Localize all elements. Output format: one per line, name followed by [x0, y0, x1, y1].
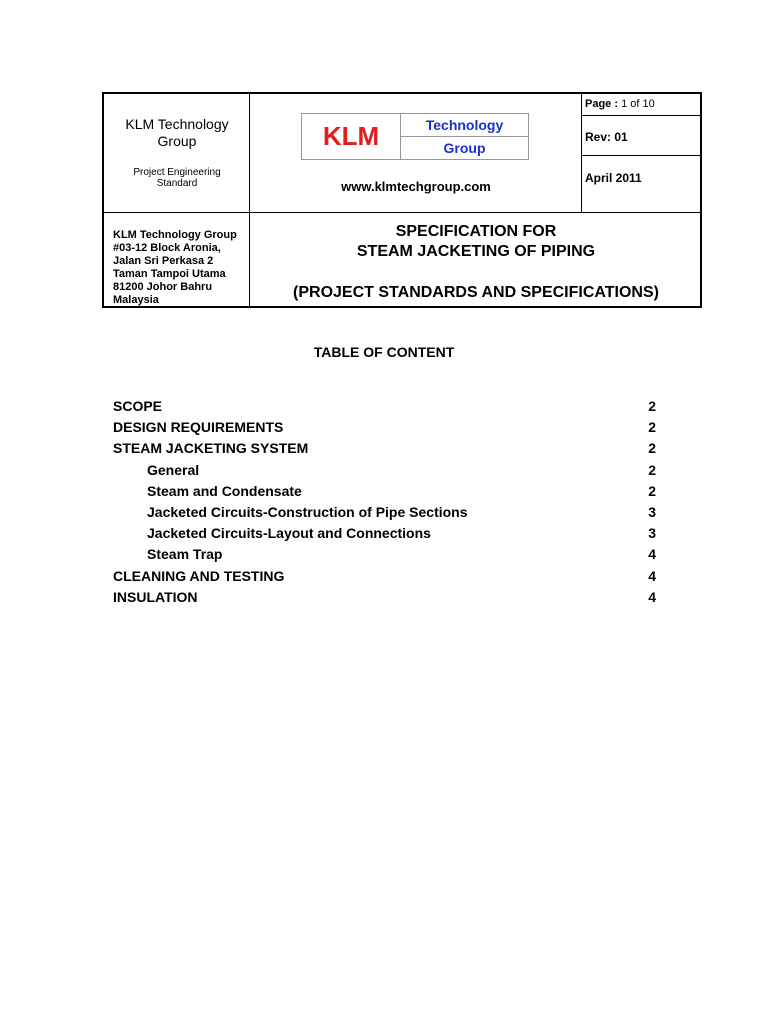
- toc-subitem[interactable]: [0, 462, 768, 483]
- toc-item-title: General: [147, 461, 200, 478]
- toc-subitem[interactable]: [0, 483, 768, 504]
- toc-item-title: STEAM JACKETING SYSTEM: [113, 440, 309, 457]
- issue-date: April 2011: [585, 171, 642, 185]
- logo-line-technology: Technology: [401, 114, 528, 137]
- page-number: Page : 1 of 10: [585, 98, 655, 110]
- toc-item-page: 2: [648, 440, 656, 457]
- toc-item-page: 2: [648, 398, 656, 414]
- logo-line-group: Group: [443, 140, 486, 156]
- toc-item-title: Jacketed Circuits-Construction of Pipe Sections: [147, 503, 468, 520]
- toc-item-page: 4: [648, 567, 656, 584]
- toc-item-page: 4: [648, 546, 656, 563]
- toc-item-title: INSULATION: [113, 588, 198, 605]
- toc-item-page: 2: [648, 419, 656, 436]
- company-name: KLM Technology Group: [125, 116, 229, 149]
- header-divider-horizontal: [104, 212, 700, 213]
- standard-type: Project Engineering Standard: [133, 167, 221, 189]
- logo-main: KLM: [302, 114, 401, 159]
- title-line-1: SPECIFICATION FOR: [395, 223, 557, 240]
- toc-subitem[interactable]: [0, 546, 768, 567]
- toc-item-page: 2: [648, 461, 656, 478]
- toc-item-page: 2: [648, 482, 656, 499]
- toc-item-title: CLEANING AND TESTING: [113, 567, 285, 584]
- toc-item-page: 3: [648, 503, 656, 520]
- toc-item[interactable]: [0, 398, 768, 419]
- klm-logo: [301, 113, 529, 160]
- toc-item-title: DESIGN REQUIREMENTS: [113, 419, 284, 436]
- company-address: KLM Technology Group #03-12 Block Aronia, Jalan Sri Perkasa 2 Taman Tampoi Utama 81200 Johor Bahru Malaysia: [113, 229, 237, 306]
- toc-item-title: Steam and Condensate: [147, 482, 302, 499]
- toc-item[interactable]: [0, 568, 768, 589]
- toc-item[interactable]: [0, 419, 768, 440]
- website: www.klmtechgroup.com: [341, 179, 491, 194]
- toc-item-title: Steam Trap: [147, 546, 223, 563]
- toc-item[interactable]: [0, 589, 768, 610]
- header-divider-right: [581, 94, 582, 212]
- meta-divider-2: [581, 155, 700, 156]
- toc-item[interactable]: [0, 440, 768, 461]
- toc-item-page: 3: [648, 525, 656, 542]
- revision: Rev: 01: [585, 130, 628, 144]
- meta-divider-1: [581, 115, 700, 116]
- document-header-table: [102, 92, 702, 308]
- table-of-contents: [0, 398, 768, 610]
- toc-item-title: Jacketed Circuits-Layout and Connections: [147, 525, 431, 542]
- toc-subitem[interactable]: [0, 504, 768, 525]
- toc-heading: TABLE OF CONTENT: [313, 344, 455, 360]
- toc-item-page: 4: [648, 588, 656, 605]
- toc-subitem[interactable]: [0, 525, 768, 546]
- title-line-3: (PROJECT STANDARDS AND SPECIFICATIONS): [293, 284, 659, 301]
- toc-item-title: SCOPE: [113, 398, 163, 414]
- title-line-2: STEAM JACKETING OF PIPING: [356, 243, 596, 260]
